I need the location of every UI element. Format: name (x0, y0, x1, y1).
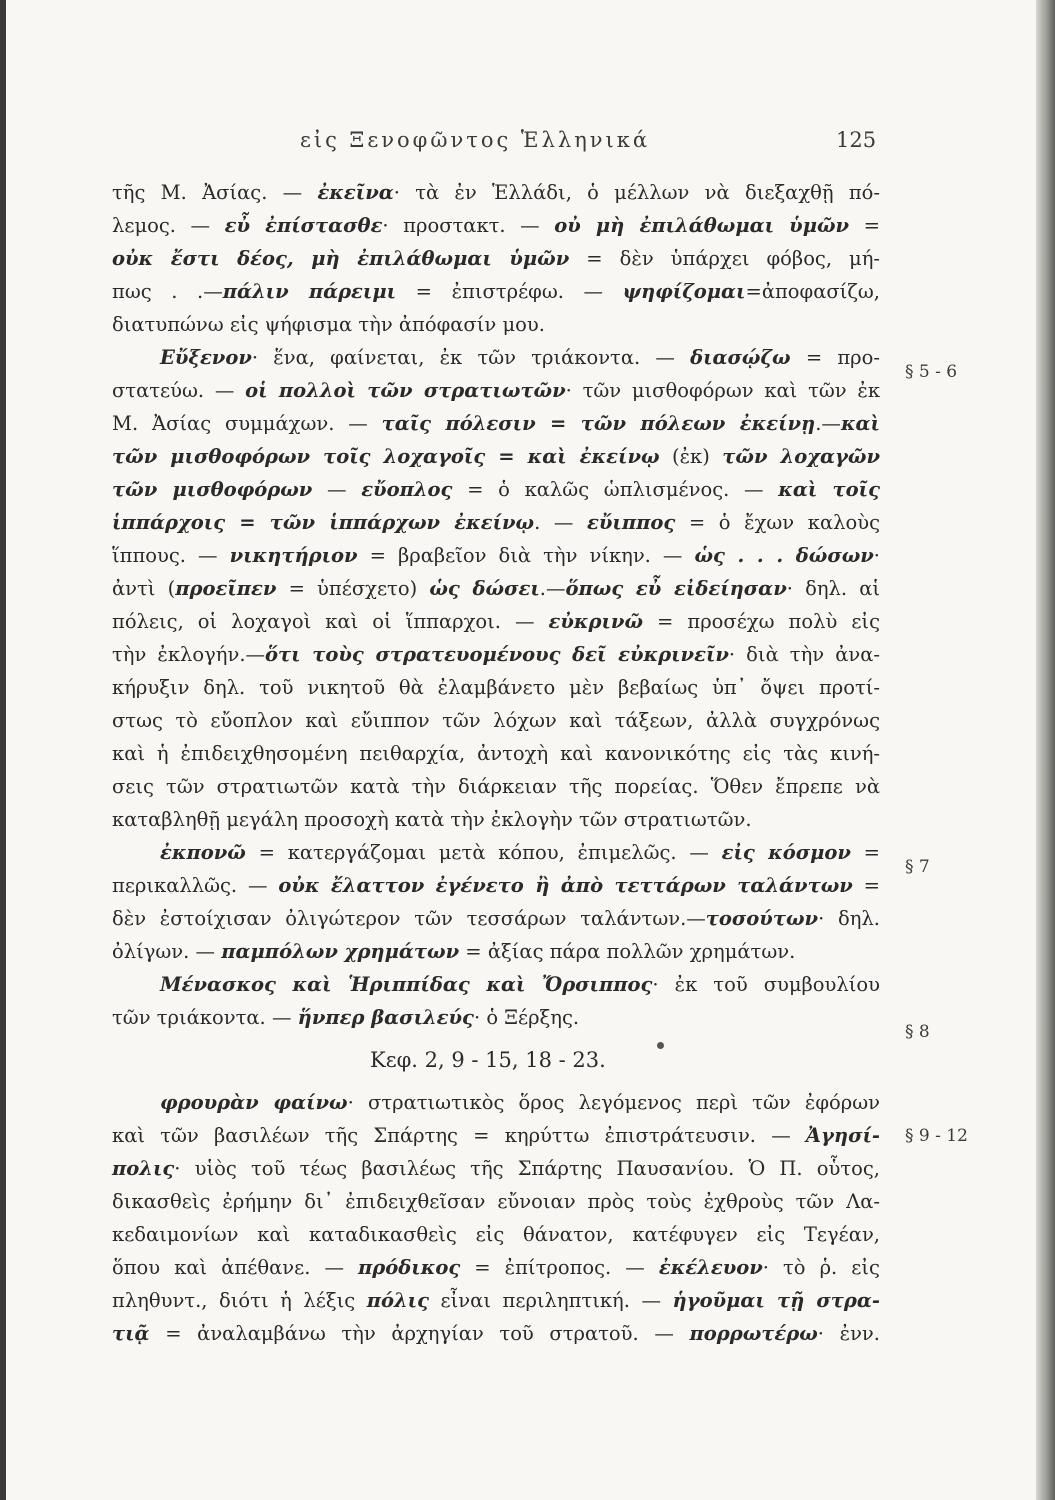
text-line: οὐκ ἔστι δέος, μὴ ἐπιλάθωμαι ὑμῶν = δὲν ὑπάρχει φόβος, μή- (112, 247, 880, 270)
lemma-term: ταῖς πόλεσιν = τῶν πόλεων ἐκείνῃ (381, 412, 816, 435)
text-line: Μ. Ἀσίας συμμάχων. — ταῖς πόλεσιν = τῶν πόλεων ἐκείνῃ.—καὶ (112, 412, 880, 435)
lemma-term: παμπόλων χρημάτων (221, 940, 460, 963)
text-line: λεμος. — εὖ ἐπίστασθε· προστακτ. — οὐ μὴ ἐπιλάθωμαι ὑμῶν = (112, 214, 880, 237)
text-line: στατεύω. — οἱ πολλοὶ τῶν στρατιωτῶν· τῶν μισθοφόρων καὶ τῶν ἐκ (112, 379, 881, 402)
lemma-term: ψηφίζομαι (622, 280, 746, 303)
lemma-term: Ἀγησί- (805, 1124, 880, 1147)
lemma-term: οὐκ ἔστι δέος, μὴ ἐπιλάθωμαι ὑμῶν (112, 247, 570, 270)
page-edge-shadow (1036, 0, 1055, 1500)
text-line: τῶν μισθοφόρων — εὔοπλος = ὁ καλῶς ὡπλισμένος. — καὶ τοῖς (112, 478, 880, 501)
lemma-term: πορρωτέρω (689, 1322, 818, 1345)
text-line: ἀντὶ (προεῖπεν = ὑπέσχετο) ὡς δώσει.—ὅπως εὖ εἰδείησαν· δηλ. αἱ (112, 577, 881, 600)
lemma-term: εὔιππος (587, 511, 676, 534)
text-line: φρουρὰν φαίνω· στρατιωτικὸς ὅρος λεγόμενος περὶ τῶν ἐφόρων (160, 1091, 880, 1114)
text-line: τῶν μισθοφόρων τοῖς λοχαγοῖς = καὶ ἐκείνῳ (ἐκ) τῶν λοχαγῶν (112, 445, 880, 468)
text-line: καὶ τῶν βασιλέων τῆς Σπάρτης = κηρύττω ἐπιστράτευσιν. — Ἀγησί- (112, 1124, 880, 1147)
lemma-term: ἐκεῖνα (317, 181, 394, 204)
lemma-term: ἐκπονῶ (160, 841, 246, 864)
text-line: πολις· υἱὸς τοῦ τέως βασιλέως τῆς Σπάρτης Παυσανίου. Ὁ Π. οὗτος, (112, 1157, 880, 1180)
text-line: κήρυξιν δηλ. τοῦ νικητοῦ θὰ ἐλαμβάνετο μὲν βεβαίως ὑπ᾽ ὄψει προτί- (112, 676, 880, 699)
lemma-term: προεῖπεν (175, 577, 277, 600)
lemma-term: πάλιν πάρειμι (222, 280, 397, 303)
section-marker: § 8 (905, 1022, 930, 1042)
section-marker: § 9 - 12 (905, 1126, 968, 1146)
text-line: τῆς Μ. Ἀσίας. — ἐκεῖνα· τὰ ἐν Ἑλλάδι, ὁ μέλλων νὰ διεξαχθῇ πό- (112, 181, 880, 204)
ink-speck (657, 1042, 664, 1049)
lemma-term: τοσούτων (705, 907, 819, 930)
text-line: τῶν τριάκοντα. — ἥνπερ βασιλεύς· ὁ Ξέρξης. (112, 1006, 580, 1029)
lemma-term: τῶν μισθοφόρων τοῖς λοχαγοῖς = καὶ ἐκείνῳ (112, 445, 660, 468)
text-line: ὅπου καὶ ἀπέθανε. — πρόδικος = ἐπίτροπος. — ἐκέλευον· τὸ ῥ. εἰς (112, 1256, 880, 1279)
lemma-term: φρουρὰν φαίνω (160, 1091, 348, 1114)
lemma-term: ἥνπερ βασιλεύς (297, 1006, 474, 1029)
running-header: εἰς Ξενοφῶντος Ἑλληνικά (300, 128, 651, 152)
lemma-term: καὶ τοῖς (778, 478, 880, 501)
lemma-term: τῶν μισθοφόρων (112, 478, 313, 501)
section-marker: § 7 (905, 857, 930, 877)
lemma-term: τιᾷ (112, 1322, 150, 1345)
lemma-term: οὐκ ἔλαττον ἐγένετο ἢ ἀπὸ τεττάρων ταλάντων (278, 874, 853, 897)
text-line: στως τὸ εὔοπλον καὶ εὔιππον τῶν λόχων καὶ τάξεων, ἀλλὰ συγχρόνως (112, 709, 880, 732)
lemma-term: εἰς κόσμον (721, 841, 851, 864)
lemma-term: ὅτι τοὺς στρατευομένους δεῖ εὐκρινεῖν (265, 643, 729, 666)
text-line: δὲν ἐστοίχισαν ὀλιγώτερον τῶν τεσσάρων ταλάντων.—τοσούτων· δηλ. (112, 907, 880, 930)
lemma-term: εὖ ἐπίστασθε (224, 214, 383, 237)
lemma-term: ὅπως εὖ εἰδείησαν (565, 577, 787, 600)
lemma-term: καὶ (840, 412, 880, 435)
text-line: Μένασκος καὶ Ἡριππίδας καὶ Ὄρσιππος· ἐκ τοῦ συμβουλίου (160, 973, 881, 996)
lemma-term: ἱππάρχοις = τῶν ἱππάρχων ἐκείνῳ (112, 511, 535, 534)
lemma-term: Εὔξενον (160, 346, 252, 369)
lemma-term: ἡγοῦμαι τῇ στρα- (672, 1289, 880, 1312)
text-line: σεις τῶν στρατιωτῶν κατὰ τὴν διάρκειαν τῆς πορείας. Ὅθεν ἔπρεπε νὰ (112, 775, 880, 798)
lemma-term: τῶν λοχαγῶν (722, 445, 880, 468)
lemma-term: Μένασκος καὶ Ἡριππίδας καὶ Ὄρσιππος (160, 973, 653, 996)
chapter-heading: Κεφ. 2, 9 - 15, 18 - 23. (370, 1048, 606, 1072)
text-line: ἱππάρχοις = τῶν ἱππάρχων ἐκείνῳ. — εὔιππος = ὁ ἔχων καλοὺς (112, 511, 880, 534)
text-line: καὶ ἡ ἐπιδειχθησομένη πειθαρχία, ἀντοχὴ καὶ κανονικότης εἰς τὰς κινή- (112, 742, 880, 765)
text-line: πως . .—πάλιν πάρειμι = ἐπιστρέφω. — ψηφίζομαι=ἀποφασίζω, (112, 280, 880, 303)
text-line: τιᾷ = ἀναλαμβάνω τὴν ἀρχηγίαν τοῦ στρατοῦ. — πορρωτέρω· ἐνν. (112, 1322, 880, 1345)
lemma-term: οἱ πολλοὶ τῶν στρατιωτῶν (245, 379, 566, 402)
text-line: τὴν ἐκλογήν.—ὅτι τοὺς στρατευομένους δεῖ εὐκρινεῖν· διὰ τὴν ἀνα- (112, 643, 880, 666)
lemma-term: εὔοπλος (361, 478, 453, 501)
page-number: 125 (836, 128, 877, 152)
lemma-term: εὐκρινῶ (548, 610, 644, 633)
text-line: κεδαιμονίων καὶ καταδικασθεὶς εἰς θάνατον, κατέφυγεν εἰς Τεγέαν, (112, 1223, 880, 1246)
lemma-term: ἐκέλευον (658, 1256, 763, 1279)
lemma-term: πολις (112, 1157, 175, 1180)
lemma-term: ὡς . . . δώσων (694, 544, 874, 567)
lemma-term: ὡς δώσει (429, 577, 540, 600)
section-marker: § 5 - 6 (905, 362, 958, 382)
text-line: δικασθεὶς ἐρήμην δι᾽ ἐπιδειχθεῖσαν εὔνοιαν πρὸς τοὺς ἐχθροὺς τῶν Λα- (112, 1190, 880, 1213)
text-line: πληθυντ., διότι ἡ λέξις πόλις εἶναι περιληπτική. — ἡγοῦμαι τῇ στρα- (112, 1289, 880, 1312)
text-line: περικαλλῶς. — οὐκ ἔλαττον ἐγένετο ἢ ἀπὸ τεττάρων ταλάντων = (112, 874, 880, 897)
text-line: ὀλίγων. — παμπόλων χρημάτων = ἀξίας πάρα πολλῶν χρημάτων. (112, 940, 796, 963)
lemma-term: οὐ μὴ ἐπιλάθωμαι ὑμῶν (554, 214, 850, 237)
lemma-term: πρόδικος (358, 1256, 461, 1279)
lemma-term: πόλις (366, 1289, 429, 1312)
text-line: ἐκπονῶ = κατεργάζομαι μετὰ κόπου, ἐπιμελῶς. — εἰς κόσμον = (160, 841, 880, 864)
commentary-text (112, 176, 880, 1350)
lemma-term: νικητήριον (229, 544, 358, 567)
text-line: ἵππους. — νικητήριον = βραβεῖον διὰ τὴν νίκην. — ὡς . . . δώσων· (112, 544, 880, 567)
page-binding-edge (0, 0, 6, 1500)
lemma-term: διασῴζω (690, 346, 791, 369)
text-line: καταβληθῇ μεγάλη προσοχὴ κατὰ τὴν ἐκλογὴν τῶν στρατιωτῶν. (112, 808, 752, 831)
text-line: διατυπώνω εἰς ψήφισμα τὴν ἀπόφασίν μου. (112, 313, 545, 336)
text-line: Εὔξενον· ἕνα, φαίνεται, ἐκ τῶν τριάκοντα. — διασῴζω = προ- (160, 346, 880, 369)
text-line: πόλεις, οἱ λοχαγοὶ καὶ οἱ ἵππαρχοι. — εὐκρινῶ = προσέχω πολὺ εἰς (112, 610, 880, 633)
